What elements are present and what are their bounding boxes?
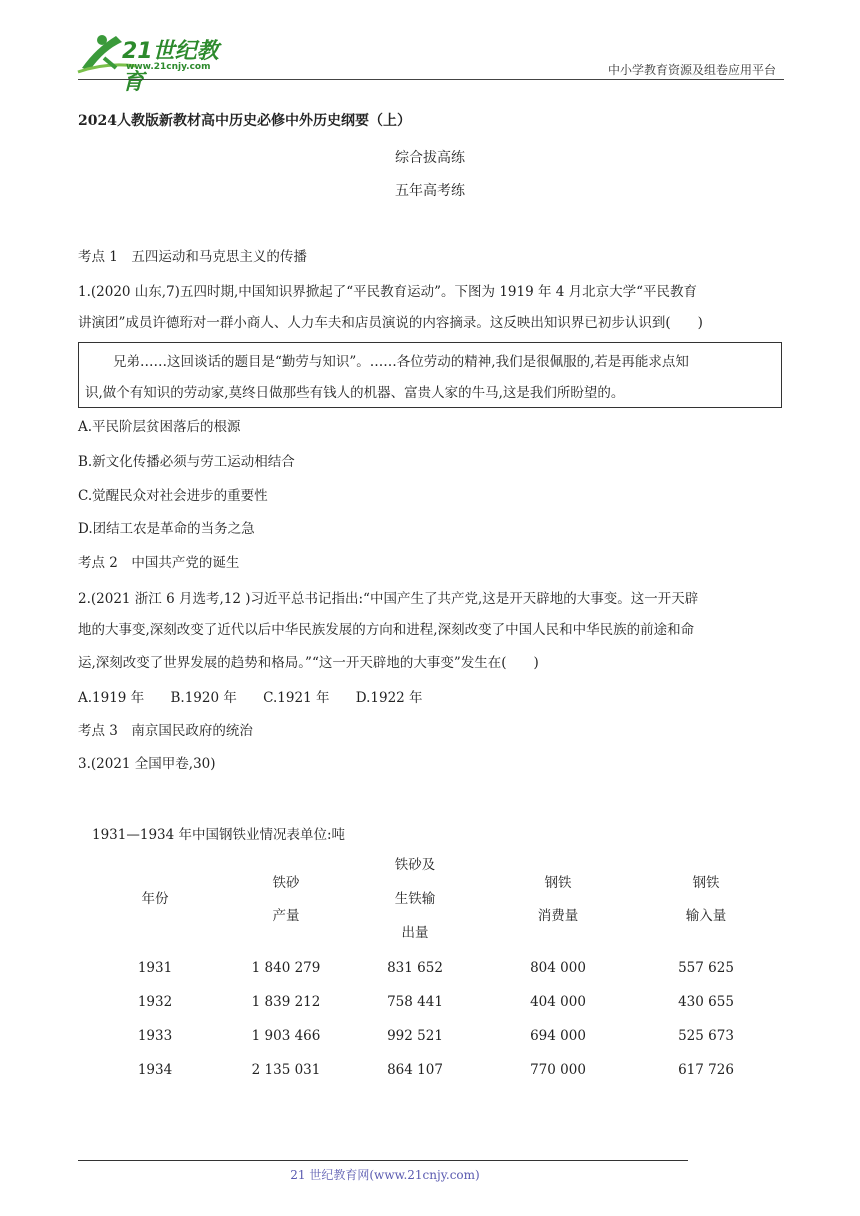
table-cell: 430 655 xyxy=(678,994,734,1010)
q2-text-line3: 运,深刻改变了世界发展的趋势和格局。”“这一开天辟地的大事变”发生在( ) xyxy=(78,655,539,671)
document-title: 2024人教版新教材高中历史必修中外历史纲要（上） xyxy=(78,113,411,129)
table-header-ore-2: 产量 xyxy=(272,908,300,924)
quote-box xyxy=(78,342,782,408)
table-header-year: 年份 xyxy=(141,891,169,907)
subtitle-comprehensive: 综合拔高练 xyxy=(395,150,465,166)
table-cell: 758 441 xyxy=(387,994,443,1010)
q1-option-d: D.团结工农是革命的当务之急 xyxy=(78,521,255,537)
table-cell: 404 000 xyxy=(530,994,586,1010)
header-platform-text: 中小学教育资源及组卷应用平台 xyxy=(607,63,776,77)
table-cell: 694 000 xyxy=(530,1028,586,1044)
table-cell: 1 839 212 xyxy=(251,994,321,1010)
q2-options xyxy=(78,688,423,708)
logo-url: www.21cnjy.com xyxy=(126,62,211,72)
site-logo xyxy=(76,28,236,95)
table-header-export-2: 生铁输 xyxy=(394,891,436,907)
q1-text-line2: 讲演团”成员许德珩对一群小商人、人力车夫和店员演说的内容摘录。这反映出知识界已初步认识到( ) xyxy=(78,315,703,331)
section1-heading: 考点 1 五四运动和马克思主义的传播 xyxy=(78,249,307,265)
table-cell: 770 000 xyxy=(530,1062,586,1078)
q2-text-line1: 2.(2021 浙江 6 月选考,12 )习近平总书记指出:“中国产生了共产党,这是开天辟地的大事变。这一开天辟 xyxy=(78,591,699,607)
table-header-import-2: 输入量 xyxy=(685,908,727,924)
q2-option-c: C.1921 年 xyxy=(263,690,330,706)
table-cell: 1933 xyxy=(137,1028,173,1044)
table-cell: 831 652 xyxy=(387,960,443,976)
table-header-consumption-2: 消费量 xyxy=(537,908,579,924)
quote-line1: 兄弟……这回谈话的题目是“勤劳与知识”。……各位劳动的精神,我们是很佩服的,若是再能求点知 xyxy=(113,354,689,370)
table-cell: 804 000 xyxy=(530,960,586,976)
table-cell: 2 135 031 xyxy=(251,1062,321,1078)
table-cell: 1 840 279 xyxy=(251,960,321,976)
q1-option-a: A.平民阶层贫困落后的根源 xyxy=(78,419,241,435)
table-cell: 992 521 xyxy=(387,1028,443,1044)
table-cell: 525 673 xyxy=(678,1028,734,1044)
section2-heading: 考点 2 中国共产党的诞生 xyxy=(78,555,240,571)
table-cell: 557 625 xyxy=(678,960,734,976)
table-cell: 1932 xyxy=(137,994,173,1010)
table-cell: 617 726 xyxy=(678,1062,734,1078)
table-header-export-1: 铁砂及 xyxy=(394,857,436,873)
section3-heading: 考点 3 南京国民政府的统治 xyxy=(78,723,253,739)
footer-divider xyxy=(78,1160,688,1161)
logo-text: 21世纪教育 xyxy=(122,39,219,95)
table-header-export-3: 出量 xyxy=(401,925,429,941)
q1-text-line1: 1.(2020 山东,7)五四时期,中国知识界掀起了“平民教育运动”。下图为 1919 年 4 月北京大学“平民教育 xyxy=(78,284,698,300)
table-header-ore-1: 铁砂 xyxy=(272,875,300,891)
q2-option-b: B.1920 年 xyxy=(170,690,237,706)
table-cell: 1931 xyxy=(137,960,173,976)
table-cell: 864 107 xyxy=(387,1062,443,1078)
q2-option-a: A.1919 年 xyxy=(78,690,145,706)
q1-option-b: B.新文化传播必须与劳工运动相结合 xyxy=(78,454,295,470)
header-divider xyxy=(78,79,784,80)
table-header-import-1: 钢铁 xyxy=(692,875,720,891)
subtitle-five-year: 五年高考练 xyxy=(395,183,465,199)
q1-option-c: C.觉醒民众对社会进步的重要性 xyxy=(78,488,268,504)
q3-text: 3.(2021 全国甲卷,30) xyxy=(78,756,216,772)
table-cell: 1934 xyxy=(137,1062,173,1078)
footer-link[interactable]: 21 世纪教育网(www.21cnjy.com) xyxy=(290,1168,480,1182)
quote-line2: 识,做个有知识的劳动家,莫终日做那些有钱人的机器、富贵人家的牛马,这是我们所盼望的。 xyxy=(85,385,625,401)
table-caption: 1931—1934 年中国钢铁业情况表单位:吨 xyxy=(92,827,346,843)
table-header-consumption-1: 钢铁 xyxy=(544,875,572,891)
q2-text-line2: 地的大事变,深刻改变了近代以后中华民族发展的方向和进程,深刻改变了中国人民和中华民族的前途和命 xyxy=(78,622,695,638)
q2-option-d: D.1922 年 xyxy=(355,690,423,706)
table-cell: 1 903 466 xyxy=(251,1028,321,1044)
